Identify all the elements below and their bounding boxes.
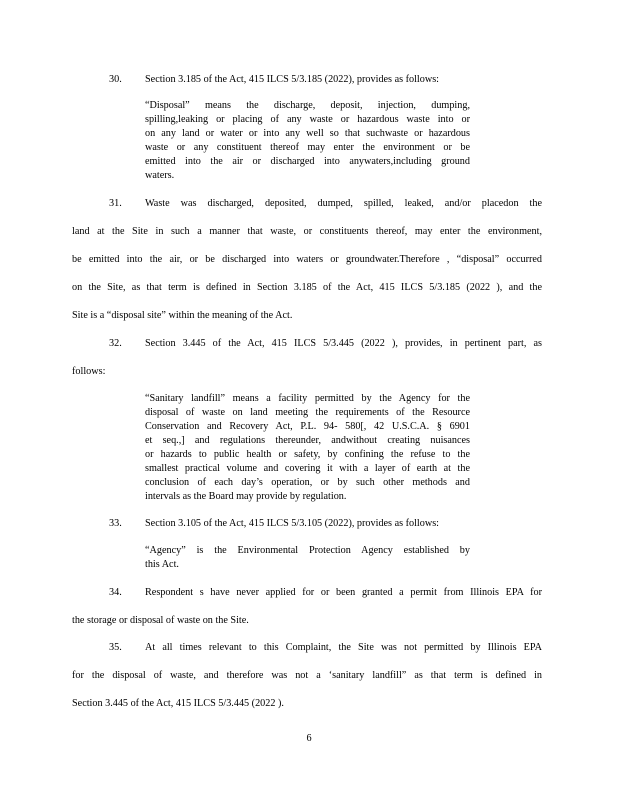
paragraph-number: 30. <box>109 74 122 85</box>
quote-line: waste or any constituent thereof may enter the environment or be <box>145 142 470 153</box>
paragraph-line: the storage or disposal of waste on the Site. <box>72 615 249 626</box>
paragraph-34 <box>72 579 542 635</box>
paragraph-number: 34. <box>109 587 122 598</box>
block-quote-disposal <box>145 99 470 183</box>
quote-line: conclusion of each day’s operation, or by such other methods and <box>145 477 470 488</box>
quote-line: et seq.,] and regulations thereunder, andwithout creating nuisances <box>145 435 470 446</box>
paragraph-line: for the disposal of waste, and therefore was not a ‘sanitary landfill” as that term is defined in <box>72 670 542 681</box>
quote-line: emitted into the air or discharged into anywaters,including ground <box>145 156 470 167</box>
paragraph-text: Section 3.105 of the Act, 415 ILCS 5/3.105 (2022), provides as follows: <box>145 518 439 529</box>
paragraph-text: Respondent s have never applied for or been granted a permit from Illinois EPA for <box>145 587 542 598</box>
paragraph-number: 31. <box>109 198 122 209</box>
quote-line: or hazards to public health or safety, by confining the refuse to the <box>145 449 470 460</box>
paragraph-line: follows: <box>72 366 106 377</box>
paragraph-number: 33. <box>109 518 122 529</box>
paragraph-35 <box>72 634 542 718</box>
quote-line: “Sanitary landfill” means a facility permitted by the Agency for the <box>145 393 470 404</box>
quote-line: disposal of waste on land meeting the requirements of the Resource <box>145 407 470 418</box>
paragraph-text: At all times relevant to this Complaint, the Site was not permitted by Illinois EPA <box>145 642 542 653</box>
paragraph-text: Waste was discharged, deposited, dumped, spilled, leaked, and/or placedon the <box>145 198 542 209</box>
paragraph-line: Site is a “disposal site” within the meaning of the Act. <box>72 310 293 321</box>
quote-line: this Act. <box>145 559 179 570</box>
quote-line: on any land or water or into any well so that suchwaste or hazardous <box>145 128 470 139</box>
paragraph-line: Section 3.445 of the Act, 415 ILCS 5/3.445 (2022 ). <box>72 698 284 709</box>
quote-line: spilling,leaking or placing of any waste or hazardous waste into or <box>145 114 470 125</box>
quote-line: waters. <box>145 170 175 181</box>
paragraph-30 <box>72 66 542 94</box>
paragraph-number: 35. <box>109 642 122 653</box>
quote-line: “Agency” is the Environmental Protection Agency established by <box>145 545 470 556</box>
paragraph-line: on the Site, as that term is defined in Section 3.185 of the Act, 415 ILCS 5/3.185 (2022 ), and the <box>72 282 542 293</box>
page-number: 6 <box>306 733 312 744</box>
paragraph-text: Section 3.445 of the Act, 415 ILCS 5/3.445 (2022 ), provides, in pertinent part, as <box>145 338 542 349</box>
quote-line: Conservation and Recovery Act, P.L. 94- 580[, 42 U.S.C.A. § 6901 <box>145 421 470 432</box>
paragraph-number: 32. <box>109 338 122 349</box>
paragraph-text: Section 3.185 of the Act, 415 ILCS 5/3.185 (2022), provides as follows: <box>145 74 439 85</box>
block-quote-agency <box>145 544 470 572</box>
paragraph-line: be emitted into the air, or be discharged into waters or groundwater.Therefore , “disposal” occurred <box>72 254 542 265</box>
paragraph-line: land at the Site in such a manner that waste, or constituents thereof, may enter the environment, <box>72 226 542 237</box>
quote-line: intervals as the Board may provide by regulation. <box>145 491 347 502</box>
paragraph-33 <box>72 510 542 538</box>
quote-line: “Disposal” means the discharge, deposit, injection, dumping, <box>145 100 470 111</box>
quote-line: smallest practical volume and covering it with a layer of earth at the <box>145 463 470 474</box>
paragraph-31 <box>72 190 542 330</box>
paragraph-32 <box>72 330 542 386</box>
block-quote-sanitary-landfill <box>145 392 470 504</box>
